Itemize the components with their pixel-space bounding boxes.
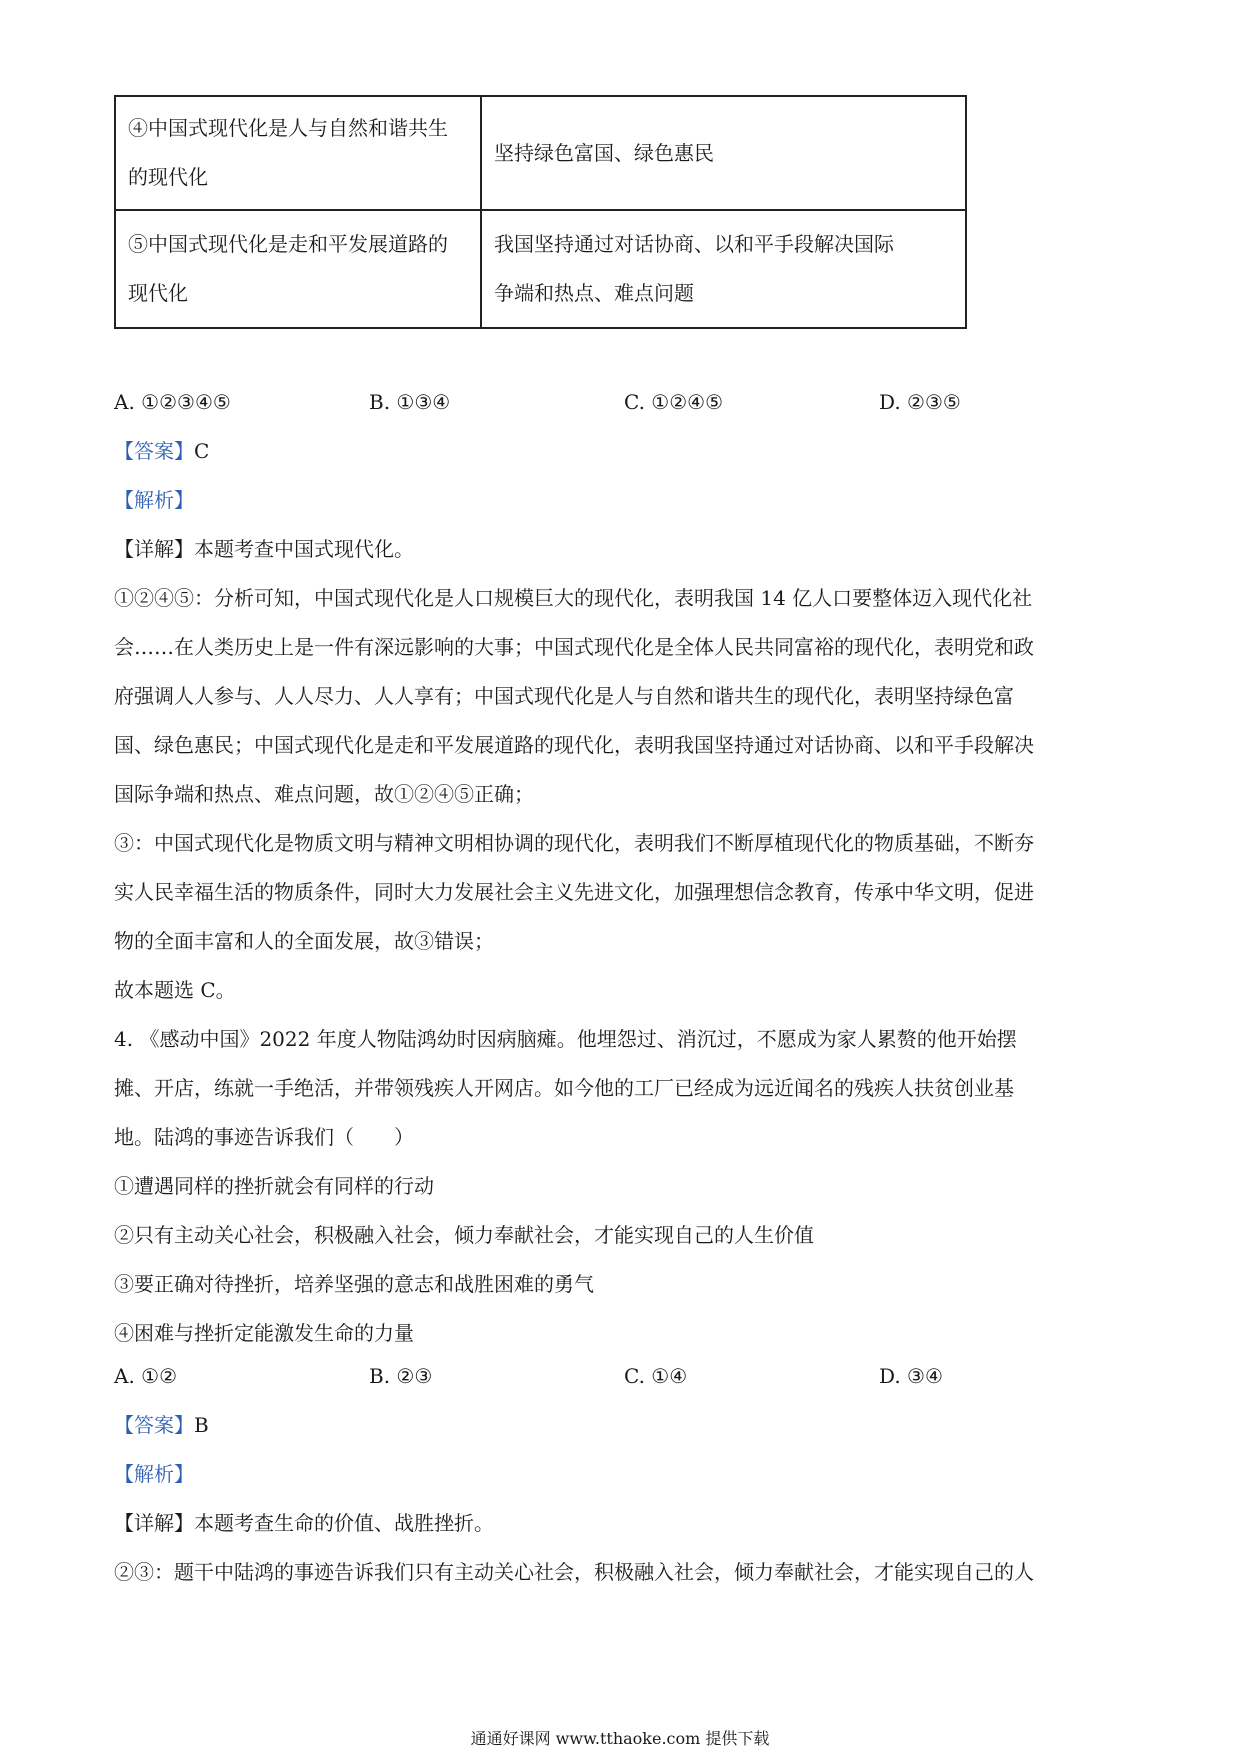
question-stem: 摊、开店，练就一手绝活，并带领残疾人开网店。如今他的工厂已经成为远近闻名的残疾人扶贫创业基	[114, 1076, 1014, 1100]
continued-table	[114, 95, 967, 329]
table-cell-right	[481, 96, 966, 210]
answer-line	[114, 439, 209, 463]
cell-line: ⑤中国式现代化是走和平发展道路的	[128, 232, 448, 256]
table-row	[115, 96, 966, 210]
statement: ①遭遇同样的挫折就会有同样的行动	[114, 1174, 434, 1198]
table-cell-left	[115, 96, 481, 210]
option-d: D. ②③⑤	[879, 390, 961, 414]
option-a: A. ①②③④⑤	[114, 390, 231, 414]
statement: ③要正确对待挫折，培养坚强的意志和战胜困难的勇气	[114, 1272, 594, 1296]
detail-line: 国际争端和热点、难点问题，故①②④⑤正确；	[114, 782, 534, 806]
cell-line: 坚持绿色富国、绿色惠民	[494, 140, 714, 165]
cell-line: 我国坚持通过对话协商、以和平手段解决国际	[494, 232, 894, 256]
detail-line: 故本题选 C。	[114, 978, 236, 1002]
option-c: C. ①②④⑤	[624, 390, 724, 414]
cell-line: 现代化	[128, 281, 188, 305]
detail-line: 会……在人类历史上是一件有深远影响的大事；中国式现代化是全体人民共同富裕的现代化，表明党和政	[114, 635, 1034, 659]
option-c: C. ①④	[624, 1364, 688, 1388]
question-stem: 4. 《感动中国》2022 年度人物陆鸿幼时因病脑瘫。他埋怨过、消沉过，不愿成为家人累赘的他开始摆	[114, 1027, 1017, 1051]
cell-line: ④中国式现代化是人与自然和谐共生	[128, 116, 448, 140]
detail-line: 实人民幸福生活的物质条件，同时大力发展社会主义先进文化，加强理想信念教育，传承中华文明，促进	[114, 880, 1034, 904]
detail-line: 【详解】本题考查中国式现代化。	[114, 537, 414, 561]
detail-line: ①②④⑤：分析可知，中国式现代化是人口规模巨大的现代化，表明我国 14 亿人口要整体迈入现代化社	[114, 586, 1033, 610]
answer-line	[114, 1413, 209, 1437]
detail-line: 府强调人人参与、人人尽力、人人享有；中国式现代化是人与自然和谐共生的现代化，表明坚持绿色富	[114, 684, 1014, 708]
statement: ④困难与挫折定能激发生命的力量	[114, 1321, 414, 1345]
detail-line: 物的全面丰富和人的全面发展，故③错误；	[114, 929, 494, 953]
detail-line: ③：中国式现代化是物质文明与精神文明相协调的现代化，表明我们不断厚植现代化的物质基础，不断夯	[114, 831, 1034, 855]
option-a: A. ①②	[114, 1364, 178, 1388]
option-b: B. ②③	[369, 1364, 433, 1388]
table-cell-left	[115, 210, 481, 328]
analysis-tag: 【解析】	[114, 1462, 194, 1486]
answer-value: B	[194, 1413, 209, 1437]
answer-value: C	[194, 439, 210, 463]
detail-line: 国、绿色惠民；中国式现代化是走和平发展道路的现代化，表明我国坚持通过对话协商、以和平手段解决	[114, 733, 1034, 757]
statement: ②只有主动关心社会，积极融入社会，倾力奉献社会，才能实现自己的人生价值	[114, 1223, 814, 1247]
analysis-tag: 【解析】	[114, 488, 194, 512]
page-footer: 通通好课网 www.tthaoke.com 提供下载	[470, 1729, 770, 1748]
cell-line: 的现代化	[128, 165, 208, 189]
answer-tag: 【答案】	[114, 439, 194, 463]
cell-line: 争端和热点、难点问题	[494, 281, 694, 305]
question-stem: 地。陆鸿的事迹告诉我们（ ）	[114, 1125, 414, 1149]
option-b: B. ①③④	[369, 390, 451, 414]
answer-tag: 【答案】	[114, 1413, 194, 1437]
option-d: D. ③④	[879, 1364, 943, 1388]
table-row	[115, 210, 966, 328]
table-cell-right	[481, 210, 966, 328]
detail-line: ②③：题干中陆鸿的事迹告诉我们只有主动关心社会，积极融入社会，倾力奉献社会，才能实现自己的人	[114, 1560, 1034, 1584]
detail-line: 【详解】本题考查生命的价值、战胜挫折。	[114, 1511, 494, 1535]
